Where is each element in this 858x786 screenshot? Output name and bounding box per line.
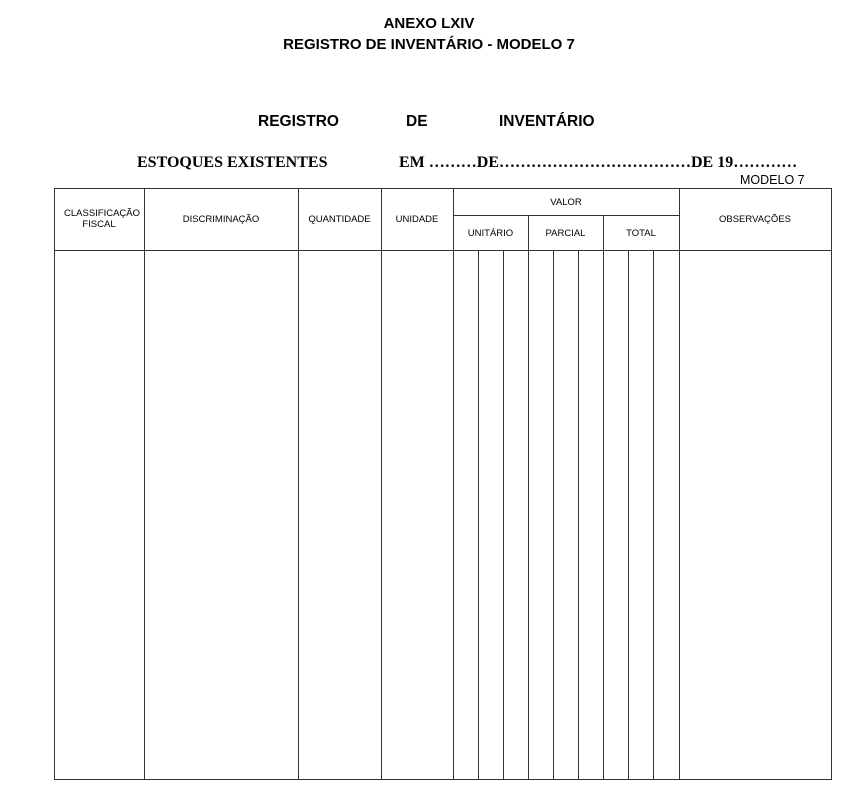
date-line: EM ………DE………………………………DE 19………… [399, 154, 798, 171]
model-label: MODELO 7 [740, 173, 805, 187]
divider [453, 189, 454, 779]
heading-inventario: INVENTÁRIO [499, 113, 595, 130]
column-header-unitario: UNITÁRIO [467, 228, 514, 239]
divider [653, 251, 654, 779]
column-header-quantidade: QUANTIDADE [308, 214, 371, 225]
stock-label: ESTOQUES EXISTENTES [137, 154, 328, 171]
heading-registro: REGISTRO [258, 113, 339, 130]
divider [453, 215, 679, 216]
inventory-table [54, 188, 832, 780]
column-header-discriminacao: DISCRIMINAÇÃO [182, 214, 260, 225]
divider [144, 189, 145, 779]
divider [503, 251, 504, 779]
column-header-valor: VALOR [550, 197, 582, 208]
divider [578, 251, 579, 779]
divider [298, 189, 299, 779]
column-header-total: TOTAL [626, 228, 656, 239]
column-header-observacoes: OBSERVAÇÕES [719, 214, 791, 225]
divider [628, 251, 629, 779]
header-bottom-line [55, 250, 831, 251]
heading-de: DE [406, 113, 428, 130]
annex-subtitle: REGISTRO DE INVENTÁRIO - MODELO 7 [283, 36, 575, 53]
divider [603, 215, 604, 779]
divider [381, 189, 382, 779]
annex-title: ANEXO LXIV [383, 15, 475, 32]
column-header-parcial: PARCIAL [545, 228, 586, 239]
divider [679, 189, 680, 779]
divider [528, 215, 529, 779]
column-header-unidade: UNIDADE [395, 214, 439, 225]
column-header-classificacao: CLASSIFICAÇÃO FISCAL [64, 208, 141, 230]
divider [553, 251, 554, 779]
divider [478, 251, 479, 779]
